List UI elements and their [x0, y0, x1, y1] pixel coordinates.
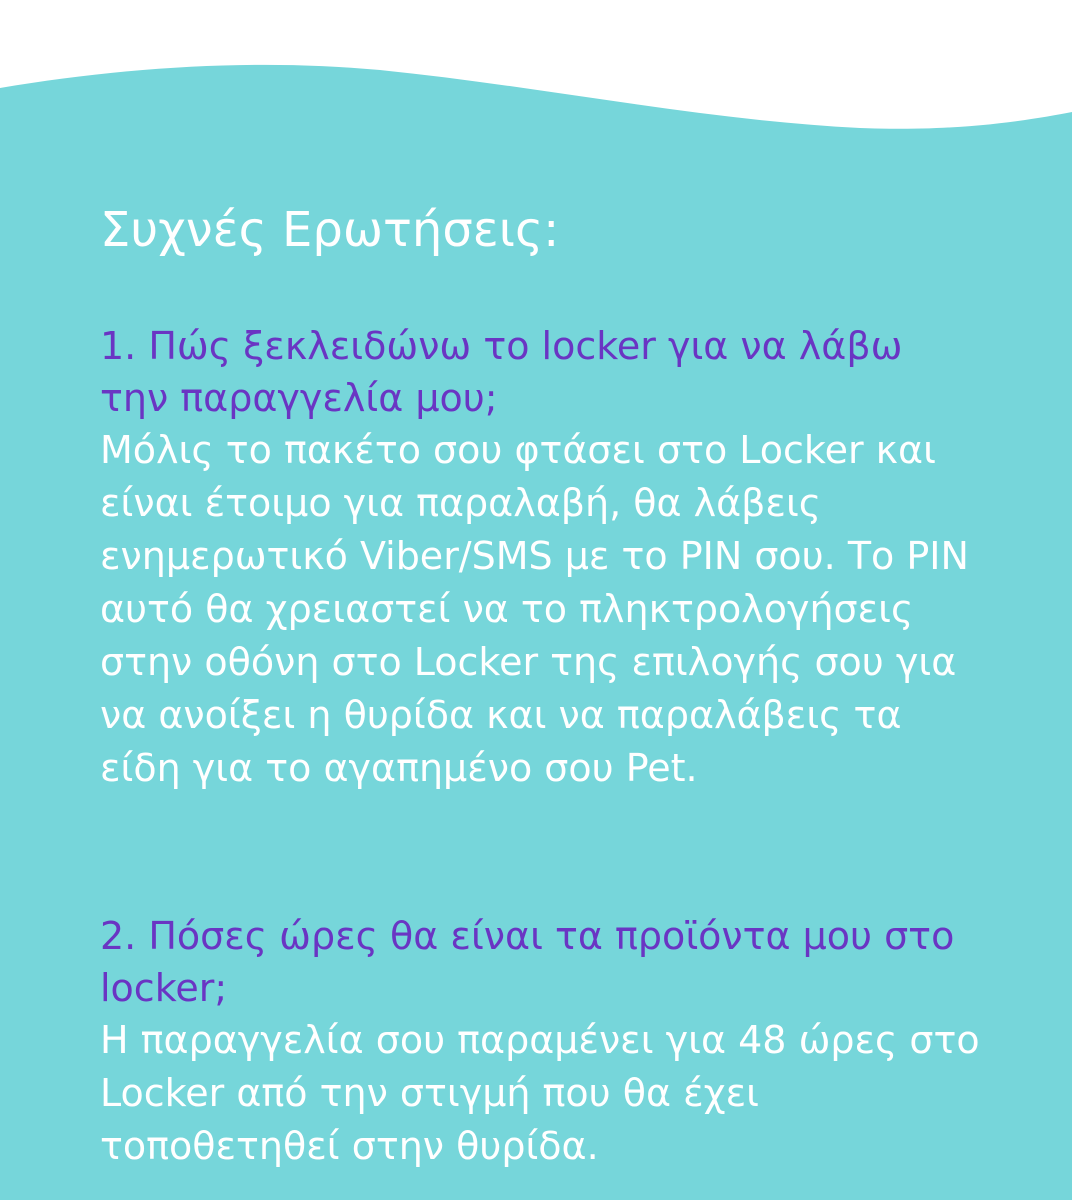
- faq-item: [100, 320, 980, 795]
- faq-title: Συχνές Ερωτήσεις:: [100, 202, 560, 258]
- faq-question: 1. Πώς ξεκλειδώνω το locker για να λάβω την παραγγελία μου;: [100, 324, 903, 420]
- faq-question: 2. Πόσες ώρες θα είναι τα προϊόντα μου στο locker;: [100, 914, 955, 1010]
- faq-answer: Η παραγγελία σου παραμένει για 48 ώρες στο Locker από την στιγμή που θα έχει τοποθετηθεί στην θυρίδα.: [100, 1018, 980, 1168]
- faq-answer: Μόλις το πακέτο σου φτάσει στο Locker και είναι έτοιμο για παραλαβή, θα λάβεις ενημερωτικό Viber/SMS με το PIN σου. Το PIN αυτό θα χρειαστεί να το πληκτρολογήσεις στην οθόνη στο Locker της επιλογής σου για να ανοίξει η θυρίδα και να παραλάβεις τα είδη για το αγαπημένο σου Pet.: [100, 428, 969, 790]
- faq-item: [100, 910, 980, 1173]
